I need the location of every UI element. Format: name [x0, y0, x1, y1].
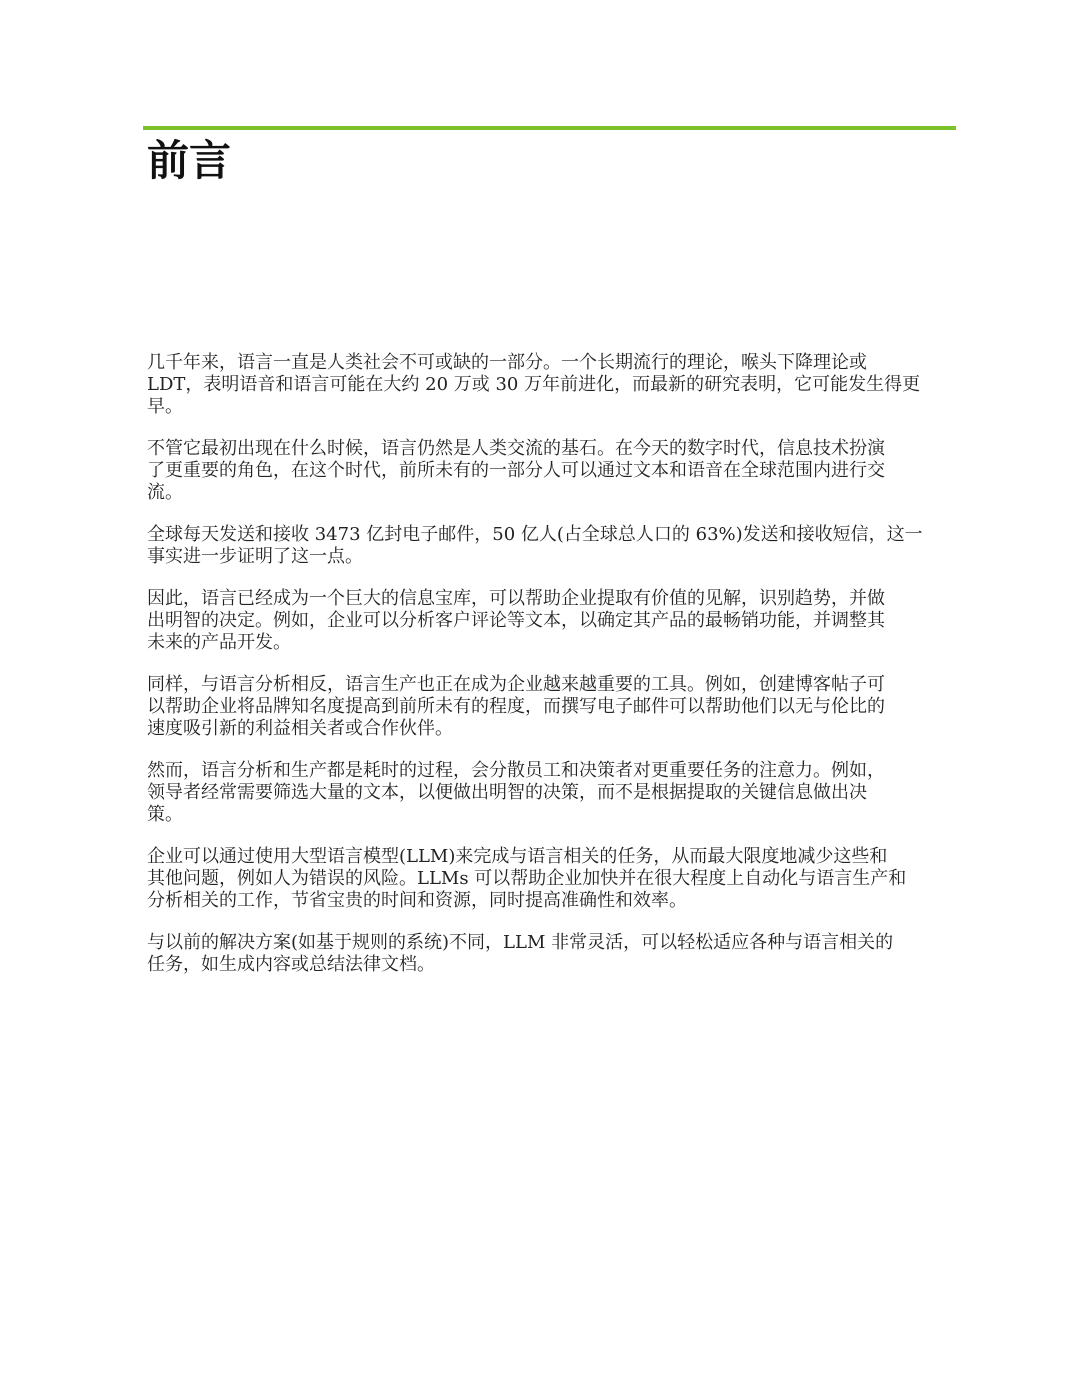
section-divider [143, 126, 956, 130]
document-body [147, 352, 957, 996]
text-line: 因此，语言已经成为一个巨大的信息宝库，可以帮助企业提取有价值的见解，识别趋势，并做 [147, 588, 885, 609]
paragraph [147, 846, 957, 912]
text-line: 出明智的决定。例如，企业可以分析客户评论等文本，以确定其产品的最畅销功能，并调整其 [147, 610, 885, 631]
text-line: 事实进一步证明了这一点。 [147, 546, 363, 567]
text-line: LDT，表明语音和语言可能在大约 20 万或 30 万年前进化，而最新的研究表明，它可能发生得更 [147, 374, 921, 395]
paragraph [147, 524, 957, 568]
text-line: 以帮助企业将品牌知名度提高到前所未有的程度，而撰写电子邮件可以帮助他们以无与伦比的 [147, 696, 885, 717]
paragraph [147, 438, 957, 504]
text-line: 早。 [147, 396, 183, 417]
text-line: 速度吸引新的利益相关者或合作伙伴。 [147, 718, 453, 739]
text-line: 了更重要的角色，在这个时代，前所未有的一部分人可以通过文本和语音在全球范围内进行交 [147, 460, 885, 481]
text-line: 策。 [147, 804, 183, 825]
text-line: 不管它最初出现在什么时候，语言仍然是人类交流的基石。在今天的数字时代，信息技术扮演 [147, 438, 885, 459]
text-line: 然而，语言分析和生产都是耗时的过程，会分散员工和决策者对更重要任务的注意力。例如， [147, 760, 885, 781]
page-title: 前言 [147, 136, 232, 185]
paragraph [147, 588, 957, 654]
text-line: 流。 [147, 482, 183, 503]
text-line: 其他问题，例如人为错误的风险。LLMs 可以帮助企业加快并在很大程度上自动化与语言生产和 [147, 868, 907, 889]
text-line: 与以前的解决方案(如基于规则的系统)不同，LLM 非常灵活，可以轻松适应各种与语言相关的 [147, 932, 894, 953]
text-line: 领导者经常需要筛选大量的文本，以便做出明智的决策，而不是根据提取的关键信息做出决 [147, 782, 867, 803]
paragraph [147, 674, 957, 740]
paragraph [147, 352, 957, 418]
text-line: 同样，与语言分析相反，语言生产也正在成为企业越来越重要的工具。例如，创建博客帖子可 [147, 674, 885, 695]
text-line: 企业可以通过使用大型语言模型(LLM)来完成与语言相关的任务，从而最大限度地减少这些和 [147, 846, 888, 867]
paragraph [147, 932, 957, 976]
paragraph [147, 760, 957, 826]
text-line: 未来的产品开发。 [147, 632, 291, 653]
text-line: 任务，如生成内容或总结法律文档。 [147, 954, 435, 975]
text-line: 全球每天发送和接收 3473 亿封电子邮件，50 亿人(占全球总人口的 63%)发送和接收短信，这一 [147, 524, 923, 545]
text-line: 几千年来，语言一直是人类社会不可或缺的一部分。一个长期流行的理论，喉头下降理论或 [147, 352, 867, 373]
text-line: 分析相关的工作，节省宝贵的时间和资源，同时提高准确性和效率。 [147, 890, 687, 911]
